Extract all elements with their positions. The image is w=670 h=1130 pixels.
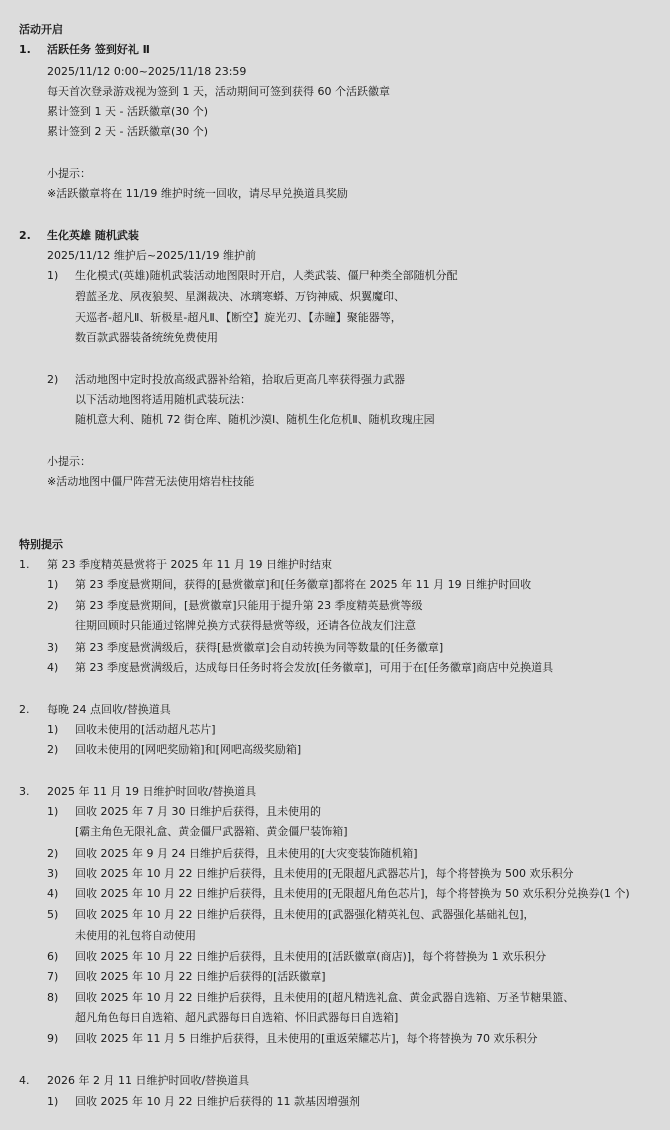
section-heading: 活动开启 [19,23,63,36]
item-title: 2026 年 2 月 11 日维护时回收/替换道具 [47,1074,250,1087]
sub-number: 6) [47,950,59,963]
item-number: 1. [19,43,31,56]
item-title: 2025 年 11 月 19 日维护时回收/替换道具 [47,785,257,798]
sub-text: 回收 2025 年 7 月 30 日维护后获得，且未使用的 [75,805,321,818]
item-number: 1. [19,558,30,571]
sub-text: 回收 2025 年 11 月 5 日维护后获得，且未使用的[重返荣耀芯片]，每个将替换为 70 欢乐积分 [75,1032,538,1045]
sub-text: 第 23 季度悬赏期间，获得的[悬赏徽章]和[任务徽章]都将在 2025 年 11 月 19 日维护时回收 [75,578,532,591]
sub-text: 活动地图中定时投放高级武器补给箱，拾取后更高几率获得强力武器 [75,373,405,386]
sub-number: 2) [47,373,59,386]
sub-number: 7) [47,970,59,983]
sub-text: [霸主角色无限礼盒、黄金僵尸武器箱、黄金僵尸装饰箱] [75,825,348,838]
sub-number: 1) [47,805,59,818]
event-date: 2025/11/12 维护后~2025/11/19 维护前 [47,249,257,262]
reward-line: 累计签到 2 天 - 活跃徽章(30 个) [47,125,209,138]
sub-number: 1) [47,1095,59,1108]
event-date: 2025/11/12 0:00~2025/11/18 23:59 [47,65,247,78]
event-description: 每天首次登录游戏视为签到 1 天，活动期间可签到获得 60 个活跃徽章 [47,85,390,98]
sub-text: 回收 2025 年 10 月 22 日维护后获得，且未使用的[无限超凡角色芯片]，每个将替换为 50 欢乐积分兑换券(1 个) [75,887,630,900]
sub-text: 随机意大利、随机 72 街仓库、随机沙漠Ⅰ、随机生化危机Ⅱ、随机玫瑰庄园 [75,413,435,426]
section-heading: 特别提示 [19,538,63,551]
sub-text: 未使用的礼包将自动使用 [75,929,196,942]
sub-number: 9) [47,1032,59,1045]
sub-number: 1) [47,723,59,736]
item-title: 生化英雄 随机武装 [47,229,139,242]
sub-number: 3) [47,641,59,654]
item-number: 2. [19,703,30,716]
sub-number: 2) [47,743,59,756]
sub-text: 回收 2025 年 10 月 22 日维护后获得，且未使用的[超凡精选礼盒、黄金武器自选箱、万圣节糖果篮、 [75,991,575,1004]
sub-text: 回收 2025 年 10 月 22 日维护后获得的 11 款基因增强剂 [75,1095,360,1108]
item-number: 2. [19,229,31,242]
sub-text: 回收未使用的[活动超凡芯片] [75,723,216,736]
sub-number: 5) [47,908,59,921]
sub-number: 2) [47,847,59,860]
tip-text: ※活动地图中僵尸阵营无法使用熔岩柱技能 [47,475,255,488]
sub-text: 数百款武器装备统统免费使用 [75,331,218,344]
sub-text: 第 23 季度悬赏满级后，达成每日任务时将会发放[任务徽章]，可用于在[任务徽章]商店中兑换道具 [75,661,554,674]
sub-number: 8) [47,991,59,1004]
reward-line: 累计签到 1 天 - 活跃徽章(30 个) [47,105,209,118]
tip-label: 小提示： [47,455,91,468]
sub-number: 1) [47,578,59,591]
item-number: 3. [19,785,30,798]
sub-text: 回收未使用的[网吧奖励箱]和[网吧高级奖励箱] [75,743,302,756]
item-number: 4. [19,1074,30,1087]
sub-text: 回收 2025 年 10 月 22 日维护后获得，且未使用的[无限超凡武器芯片]，每个将替换为 500 欢乐积分 [75,867,574,880]
sub-text: 生化模式(英雄)随机武装活动地图限时开启，人类武装、僵尸种类全部随机分配 [75,269,458,282]
sub-number: 1) [47,269,59,282]
sub-text: 超凡角色每日自选箱、超凡武器每日自选箱、怀旧武器每日自选箱] [75,1011,399,1024]
sub-text: 回收 2025 年 9 月 24 日维护后获得，且未使用的[大灾变装饰随机箱] [75,847,418,860]
sub-number: 3) [47,867,59,880]
tip-label: 小提示： [47,167,91,180]
item-title: 每晚 24 点回收/替换道具 [47,703,171,716]
sub-number: 2) [47,599,59,612]
tip-text: ※活跃徽章将在 11/19 维护时统一回收，请尽早兑换道具奖励 [47,187,348,200]
sub-number: 4) [47,887,59,900]
sub-text: 碧蓝圣龙、夙夜狼契、星渊裁决、冰璃寒蟒、万钧神威、炽翼魔印、 [75,290,405,303]
sub-text: 第 23 季度悬赏期间，[悬赏徽章]只能用于提升第 23 季度精英悬赏等级 [75,599,423,612]
item-title: 第 23 季度精英悬赏将于 2025 年 11 月 19 日维护时结束 [47,558,332,571]
sub-text: 第 23 季度悬赏满级后，获得[悬赏徽章]会自动转换为同等数量的[任务徽章] [75,641,444,654]
sub-text: 以下活动地图将适用随机武装玩法： [75,393,251,406]
sub-text: 回收 2025 年 10 月 22 日维护后获得，且未使用的[武器强化精英礼包、武器强化基础礼包]， [75,908,535,921]
sub-text: 天巡者-超凡Ⅱ、斩极星-超凡Ⅱ、【断空】旋光刃、【赤瞳】聚能器等， [75,311,402,324]
sub-text: 往期回顾时只能通过铭牌兑换方式获得悬赏等级，还请各位战友们注意 [75,619,416,632]
sub-text: 回收 2025 年 10 月 22 日维护后获得的[活跃徽章] [75,970,326,983]
item-title: 活跃任务 签到好礼 Ⅱ [47,43,150,56]
sub-text: 回收 2025 年 10 月 22 日维护后获得，且未使用的[活跃徽章(商店)]，每个将替换为 1 欢乐积分 [75,950,547,963]
sub-number: 4) [47,661,59,674]
